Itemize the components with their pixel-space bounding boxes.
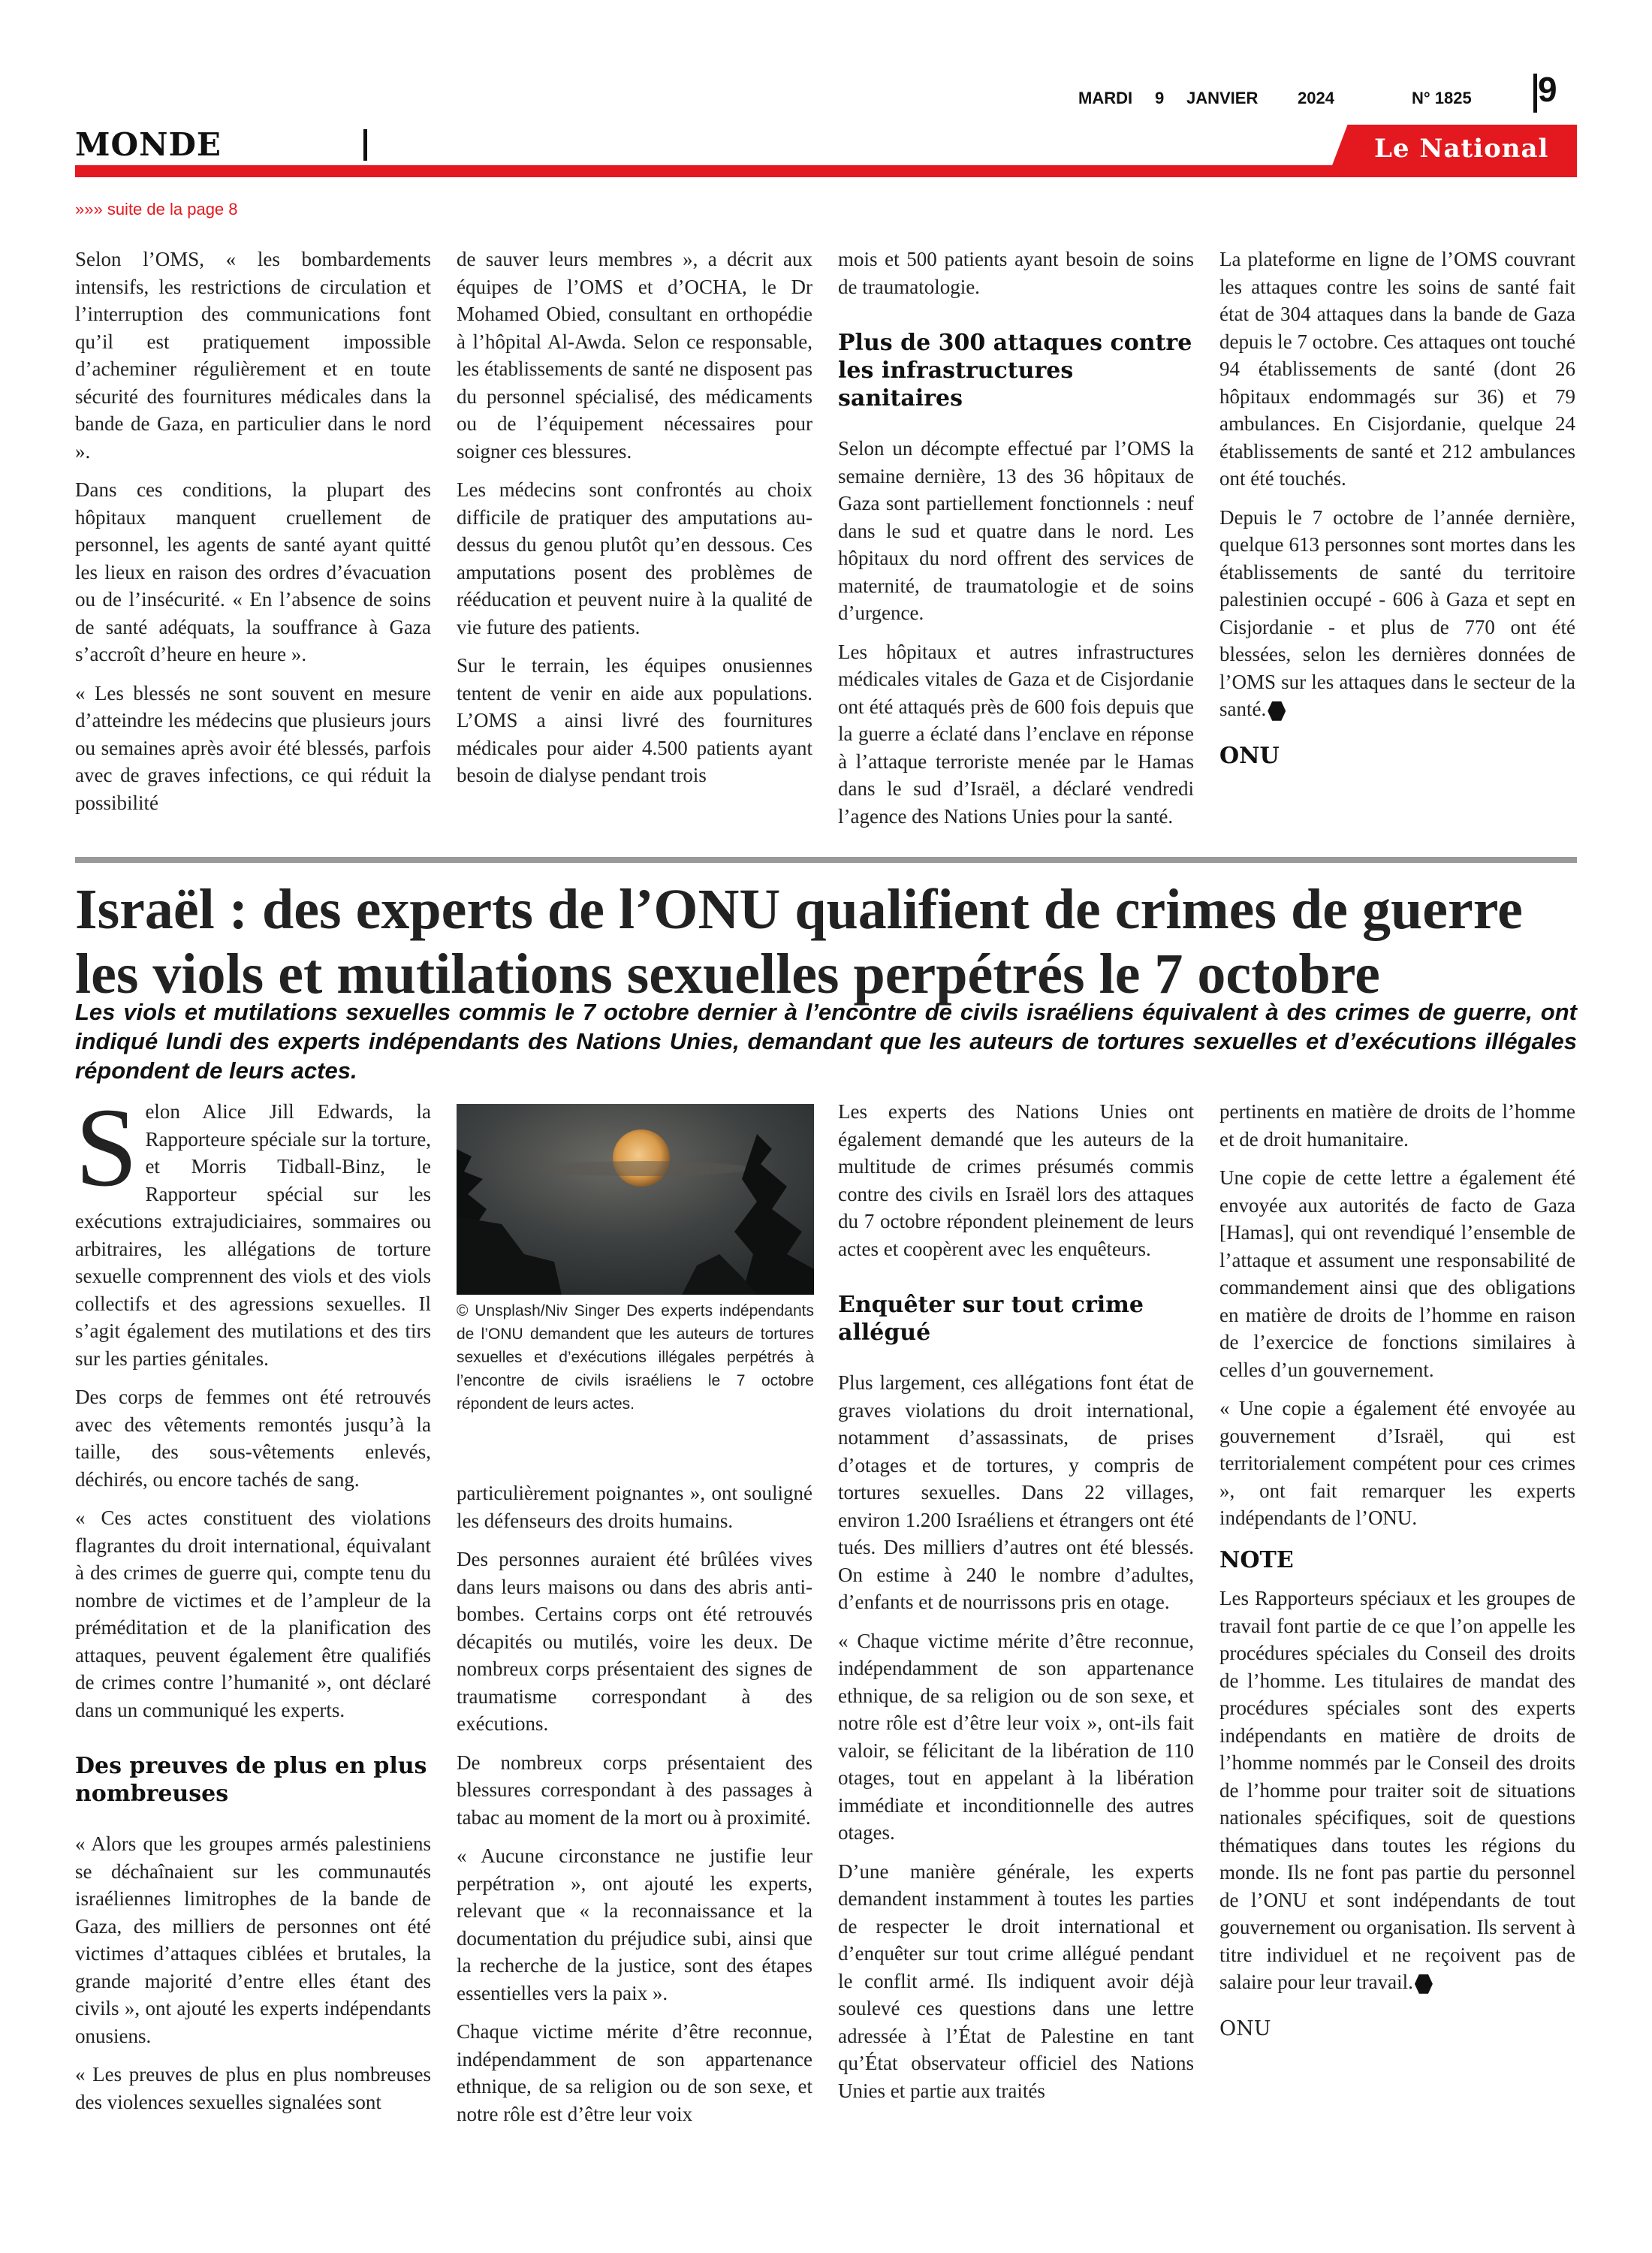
top-article-col1 [75,246,431,828]
date-day: MARDI [1078,89,1133,107]
subheading: Plus de 300 attaques contre les infrastructures sanitaires [838,330,1192,412]
top-article-col2 [457,246,812,801]
subheading: Des preuves de plus en plus nombreuses [75,1753,427,1807]
paragraph: Les médecins sont confrontés au choix difficile de pratiquer des amputations au-dessus du genou plutôt qu’en dessous. Ces amputations posent des problèmes de rééducation et peuvent nuire à la qualité de vie future des patients. [457,478,812,638]
subheading: Enquêter sur tout crime allégué [838,1292,1144,1346]
paragraph: mois et 500 patients ayant besoin de soins de traumatologie. [838,248,1194,298]
page-number: 9 [1538,70,1557,109]
issue-number: N° 1825 [1412,89,1472,107]
paragraph: pertinents en matière de droits de l’homme et de droit humanitaire. [1219,1100,1575,1151]
paragraph-with-end-mark [1219,504,1575,723]
paragraph-text: elon Alice Jill Edwards, la Rapporteure spéciale sur la torture, et Morris Tidball-Binz, le Rapporteur spécial sur les exécutions extrajudiciaires, sommaires ou arbitraires, les allégations de torture sexuelle comprennent des viols et des viols collectifs et des agressions sexuelles. Il s’agit également des mutilations et des tirs sur les parties génitales. [75,1100,431,1370]
paragraph: particulièrement poignantes », ont souligné les défenseurs des droits humains. [457,1482,812,1532]
date-year: 2024 [1298,89,1334,107]
top-article-col4 [1219,246,1575,780]
paragraph: La plateforme en ligne de l’OMS couvrant les attaques contre les soins de santé fait état de 304 attaques dans la bande de Gaza depuis le 7 octobre. Ces attaques ont touché 94 établissements de santé (dont 26 hôpitaux endommagés sur 36) et 79 ambulances. En Cisjordanie, quelque 24 établissements de santé et 212 ambulances ont été touchés. [1219,248,1575,490]
article-lede: Les viols et mutilations sexuelles commis le 7 octobre dernier à l’encontre de civils israéliens équivalent à des crimes de guerre, ont indiqué lundi des experts indépendants des Nations Unies, demandant que les auteurs de tortures sexuelles et d’exécutions illégales répondent de leurs actes. [75,999,1577,1084]
paragraph: D’une manière générale, les experts demandent instamment à toutes les parties de respecter le droit international et d’enquêter sur tout crime allégué pendant le conflit armé. Ils indiquent avoir déjà soulevé ces questions dans une lettre adressée à l’État de Palestine en tant qu’État observateur officiel des Nations Unies et partie aux traités [838,1859,1194,2102]
section-title: MONDE [75,126,222,163]
paragraph: « Aucune circonstance ne justifie leur perpétration », ont ajouté les experts, relevant que « la reconnaissance et la documentation du préjudice subi, ainsi que la recherche de la justice, sont des étapes essentielles vers la paix ». [457,1844,812,2004]
paragraph: « Les preuves de plus en plus nombreuses des violences sexuelles signalées sont [75,2063,431,2113]
main-headline: Israël : des experts de l’ONU qualifient de crimes de guerre les viols et mutilations sexuelles perpétrés le 7 octobre [75,878,1523,1006]
paragraph-text: Les Rapporteurs spéciaux et les groupes de travail font partie de ce que l’on appelle les procédures spéciales du Conseil des droits de l’homme. Les titulaires de mandat des procédures spéciales sont des experts indépendants en matière de droits de l’homme nommés par le Conseil des droits de l’homme pour traiter soit de situations nationales spécifiques, soit de questions thématiques dans toutes les régions du monde. Ils ne font pas partie du personnel de l’ONU et sont indépendants de tout gouvernement ou organisation. Ils servent à titre individuel et ne reçoivent pas de salaire pour leur travail. [1219,1587,1575,1993]
paragraph: Les experts des Nations Unies ont également demandé que les auteurs de la multitude de crimes présumés commis contre des civils en Israël lors des attaques du 7 octobre répondent pleinement de leurs actes et coopèrent avec les enquêteurs. [838,1100,1194,1260]
paragraph: de sauver leurs membres », a décrit aux équipes de l’OMS et d’OCHA, le Dr Mohamed Obied, consultant en orthopédie à l’hôpital Al-Awda. Selon ce responsable, les établissements de santé ne disposent pas du personnel spécialisé, des médicaments ou de l’équipement nécessaires pour soigner ces blessures. [457,248,812,463]
paragraph: « Une copie a également été envoyée au gouvernement d’Israël, qui est territorialement compétent pour ces crimes », ont fait remarquer les experts indépendants de l’ONU. [1219,1397,1575,1529]
paragraph-text: Depuis le 7 octobre de l’année dernière, quelque 613 personnes sont mortes dans les établissements de santé du territoire palestinien occupé - 606 à Gaza et sept en Cisjordanie - et plus de 770 ont été blessées, selon les dernières données de l’OMS sur les attaques dans le secteur de la santé. [1219,505,1575,720]
paragraph: « Ces actes constituent des violations flagrantes du droit international, équivalant à des crimes de guerre qui, compte tenu du nombre de victimes et de l’ampleur de la préméditation et de la planification des attaques, peuvent également être qualifiés de crimes contre l’humanité », ont déclaré dans un communiqué les experts. [75,1507,431,1721]
article-signature: ONU [1219,742,1280,769]
drop-cap: S [75,1085,138,1210]
paragraph: Plus largement, ces allégations font état de graves violations du droit international, notamment d’assassinats, de prises d’otages et de tortures, y compris de tortures sexuelles. Dans 22 villages, environ 1.200 Israéliens et étrangers ont été tués. Des milliers d’autres ont été blessés. On estime à 240 le nombre d’adultes, d’enfants et de nourrissons pris en otage. [838,1371,1194,1613]
continued-from-link[interactable]: »»» suite de la page 8 [75,200,238,219]
paragraph: Selon l’OMS, « les bombardements intensifs, les restrictions de circulation et l’interruption des communications font qu’il est pratiquement impossible d’acheminer régulièrement et en toute sécurité des fournitures médicales dans la bande de Gaza, en particulier dans le nord ». [75,248,431,463]
main-article-col1 [75,1085,431,2127]
article-signature: ONU [1219,2016,1271,2040]
photo-caption: © Unsplash/Niv Singer Des experts indépendants de l’ONU demandent que les auteurs de tortures sexuelles et d’exécutions illégales perpétrés à l’encontre de civils israéliens le 7 octobre répondent de leurs actes. [457,1302,814,1413]
paragraph: Les hôpitaux et autres infrastructures médicales vitales de Gaza et de Cisjordanie ont été attaqués près de 600 fois depuis que la guerre a éclaté dans l’enclave en réponse à l’attaque terroriste menée par le Hamas dans le sud d’Israël, a déclaré vendredi l’agence des Nations Unies pour la santé. [838,640,1194,828]
paragraph: « Alors que les groupes armés palestiniens se déchaînaient sur les communautés israéliennes limitrophes de la bande de Gaza, des milliers de personnes ont été victimes d’attaques ciblées et brutales, la grande majorité d’entre elles étant des civils », ont ajouté les experts indépendants onusiens. [75,1832,431,2047]
paragraph: « Les blessés ne sont souvent en mesure d’atteindre les médecins que plusieurs jours ou semaines après avoir été blessés, parfois avec de graves infections, ce qui réduit la possibilité [75,681,431,814]
note-paragraph [1219,1585,1575,1996]
article-separator [75,857,1577,863]
date-month: JANVIER [1186,89,1259,107]
paragraph: De nombreux corps présentaient des blessures correspondant à des passages à tabac au moment de la mort ou à proximité. [457,1751,812,1829]
date-number: 9 [1155,89,1165,107]
first-paragraph [75,1085,431,1372]
main-article-col2 [457,1479,812,2139]
newspaper-brand: Le National [1374,134,1549,164]
note-heading: NOTE [1219,1546,1294,1573]
paragraph: Des personnes auraient été brûlées vives dans leurs maisons ou dans des abris anti-bombes. Certains corps ont été retrouvés décapités ou mutilés, voire les deux. De nombreux corps présentaient des signes de traumatisme correspondant à des exécutions. [457,1548,812,1735]
paragraph: Une copie de cette lettre a également été envoyée aux autorités de facto de Gaza [Hamas], qui ont revendiqué l’ensemble de l’attaque et assument une responsabilité de commandement ainsi que des obligations en matière de droits de l’homme en raison de l’exercice de fonctions similaires à celles d’un gouvernement. [1219,1166,1575,1381]
moon-over-trees-image [457,1104,814,1295]
page-number-divider [1533,74,1537,113]
section-divider [363,129,367,161]
main-article-col3 [838,1098,1194,2116]
paragraph: « Chaque victime mérite d’être reconnue, indépendamment de son appartenance ethnique, de sa religion ou de son sexe, et notre rôle est d’être leur voix », ont-ils fait valoir, se félicitant de la libération de 110 otages, tout en appelant à la libération immédiate et inconditionnelle des autres otages. [838,1629,1194,1844]
paragraph: Des corps de femmes ont été retrouvés avec des vêtements remontés jusqu’à la taille, des sous-vêtements enlevés, déchirés, ou encore tachés de sang. [75,1386,431,1491]
paragraph: Dans ces conditions, la plupart des hôpitaux manquent cruellement de personnel, les agents de santé ayant quitté les lieux en raison des ordres d’évacuation ou de l’insécurité. « En l’absence de soins de santé adéquats, la souffrance à Gaza s’accroît d’heure en heure ». [75,478,431,665]
main-article-col4 [1219,1098,1575,2054]
article-photo [457,1104,814,1295]
top-article-col3 [838,246,1194,841]
paragraph: Sur le terrain, les équipes onusiennes tentent de venir en aide aux populations. L’OMS a ainsi livré des fournitures médicales pour aider 4.500 patients ayant besoin de dialyse pendant trois [457,654,812,786]
end-of-article-icon [1415,1974,1433,1994]
paragraph: Chaque victime mérite d’être reconnue, indépendamment de son appartenance ethnique, de sa religion ou de son sexe, et notre rôle est d’être leur voix [457,2020,812,2125]
paragraph: Selon un décompte effectué par l’OMS la semaine dernière, 13 des 36 hôpitaux de Gaza sont partiellement fonctionnels : neuf dans le sud et quatre dans le nord. Les hôpitaux du nord offrent des services de maternité, de traumatologie et de soins d’urgence. [838,437,1194,624]
end-of-article-icon [1268,701,1286,721]
